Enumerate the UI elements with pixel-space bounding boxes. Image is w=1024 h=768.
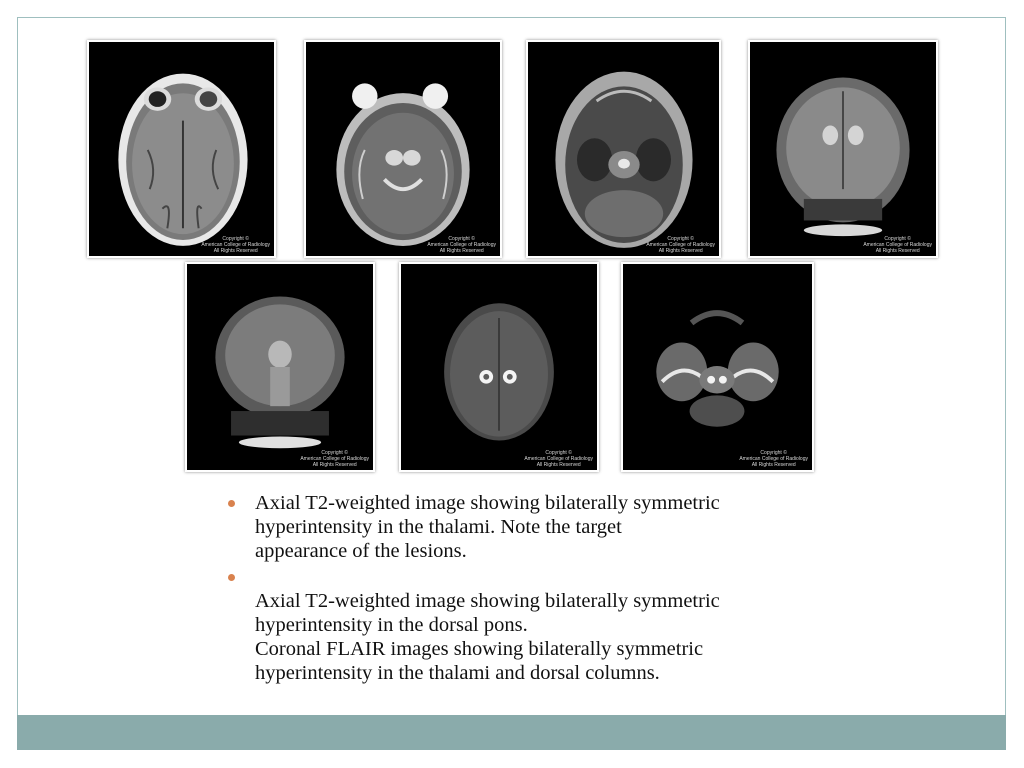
mri-image-axial-t1-orbits <box>87 40 276 258</box>
coronal-brain-scan <box>750 42 936 256</box>
copyright-notice: Copyright © American College of Radiology All Rights Reserved <box>427 236 496 254</box>
mri-image-axial-t2-pons <box>526 40 721 258</box>
bullet-item: Axial T2-weighted image showing bilaterally symmetric hyperintensity in the thalami. Note the target appearance of the lesions. <box>225 491 865 563</box>
bullet-dot-icon <box>228 574 235 581</box>
copyright-notice: Copyright © American College of Radiology All Rights Reserved <box>863 236 932 254</box>
mri-image-coronal-flair-brainstem <box>185 262 375 472</box>
bullet-item: Axial T2-weighted image showing bilaterally symmetric hyperintensity in the dorsal pons. Coronal FLAIR images showing bilaterally symmetric hyperintensity in the thalami and dorsal columns. <box>225 565 865 685</box>
footer-band <box>17 715 1006 750</box>
mri-image-dwi-pons <box>621 262 814 472</box>
coronal-brain-scan <box>187 264 373 470</box>
mri-image-coronal-flair-thalami <box>748 40 938 258</box>
axial-brain-scan <box>306 42 500 256</box>
dwi-brain-scan <box>401 264 597 470</box>
caption-bullet-list <box>225 491 865 687</box>
dwi-brain-scan <box>623 264 812 470</box>
axial-brain-scan <box>89 42 274 256</box>
mri-image-axial-t2-thalami <box>304 40 502 258</box>
copyright-notice: Copyright © American College of Radiology All Rights Reserved <box>646 236 715 254</box>
bullet-dot-icon <box>228 500 235 507</box>
copyright-notice: Copyright © American College of Radiology All Rights Reserved <box>300 450 369 468</box>
copyright-notice: Copyright © American College of Radiology All Rights Reserved <box>201 236 270 254</box>
copyright-notice: Copyright © American College of Radiology All Rights Reserved <box>739 450 808 468</box>
copyright-notice: Copyright © American College of Radiology All Rights Reserved <box>524 450 593 468</box>
axial-brain-scan <box>528 42 719 256</box>
mri-image-dwi-thalami <box>399 262 599 472</box>
